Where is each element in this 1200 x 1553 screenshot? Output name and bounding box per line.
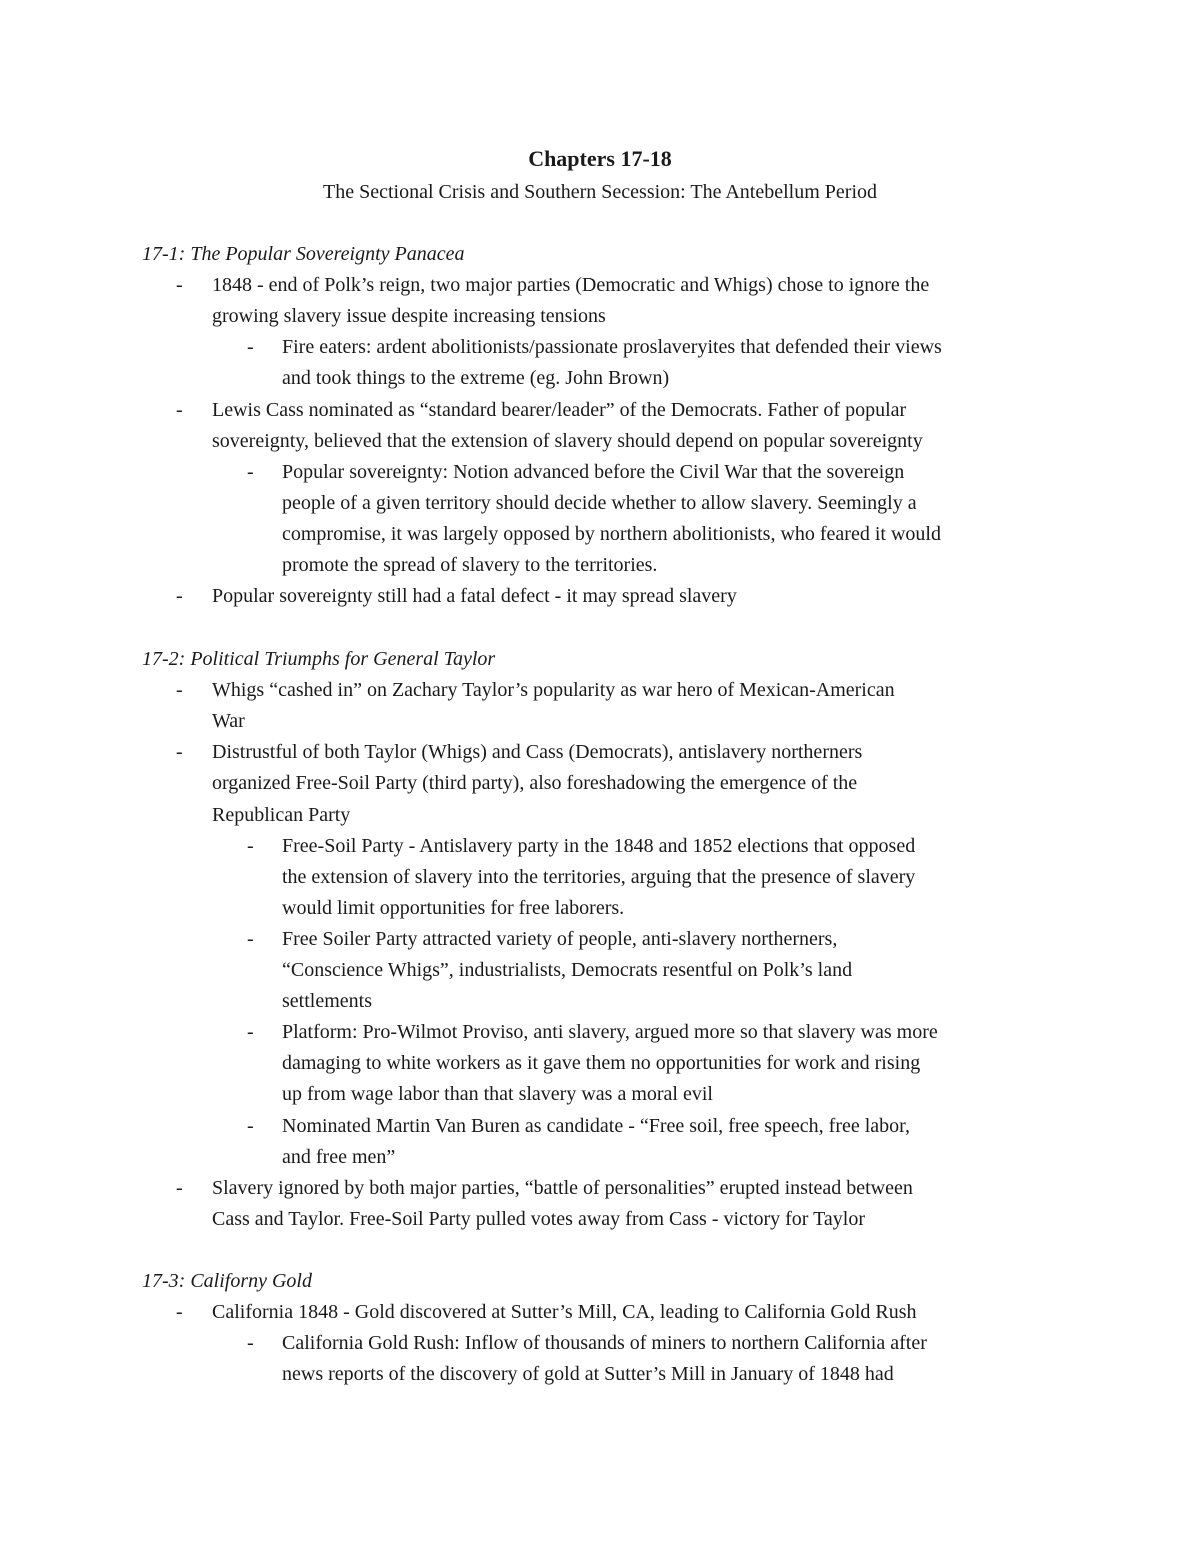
bullet-text-line: Cass and Taylor. Free-Soil Party pulled votes away from Cass - victory for Taylor — [212, 1207, 866, 1230]
page-subtitle: The Sectional Crisis and Southern Secession: The Antebellum Period — [323, 181, 877, 203]
bullet-text-line: sovereignty, believed that the extension of slavery should depend on popular sovereignty — [212, 429, 923, 452]
bullet-marker: - — [176, 1176, 183, 1199]
bullet-marker: - — [176, 398, 183, 421]
bullet-text-line: compromise, it was largely opposed by northern abolitionists, who feared it would — [282, 522, 941, 545]
section-heading: 17-2: Political Triumphs for General Taylor — [142, 648, 496, 670]
bullet-text-line: Slavery ignored by both major parties, “battle of personalities” erupted instead between — [212, 1176, 913, 1199]
bullet-marker: - — [247, 336, 254, 359]
section-heading: 17-3: Californy Gold — [142, 1270, 312, 1292]
section-heading: 17-1: The Popular Sovereignty Panacea — [142, 243, 465, 265]
bullet-marker: - — [247, 1021, 254, 1044]
bullet-marker: - — [176, 741, 183, 764]
bullet-marker: - — [176, 679, 183, 702]
bullet-text-line: Free-Soil Party - Antislavery party in the 1848 and 1852 elections that opposed — [282, 834, 916, 857]
bullet-text-line: settlements — [282, 990, 372, 1013]
bullet-marker: - — [247, 927, 254, 950]
bullet-text-line: 1848 - end of Polk’s reign, two major parties (Democratic and Whigs) chose to ignore the — [212, 274, 930, 297]
bullet-text-line: “Conscience Whigs”, industrialists, Democrats resentful on Polk’s land — [282, 959, 853, 981]
bullet-text-line: the extension of slavery into the territories, arguing that the presence of slavery — [282, 865, 916, 888]
bullet-text-line: organized Free-Soil Party (third party), also foreshadowing the emergence of the — [212, 772, 858, 795]
bullet-marker: - — [176, 274, 183, 297]
bullet-text-line: damaging to white workers as it gave them no opportunities for work and rising — [282, 1052, 921, 1075]
bullet-marker: - — [176, 1301, 183, 1324]
bullet-text-line: would limit opportunities for free laborers. — [282, 896, 625, 919]
bullet-text-line: growing slavery issue despite increasing tensions — [212, 305, 606, 328]
bullet-text-line: promote the spread of slavery to the territories. — [282, 554, 658, 576]
page-title: Chapters 17-18 — [528, 146, 672, 171]
bullet-text-line: California 1848 - Gold discovered at Sutter’s Mill, CA, leading to California Gold Rush — [212, 1301, 917, 1324]
bullet-marker: - — [247, 834, 254, 857]
bullet-text-line: Distrustful of both Taylor (Whigs) and Cass (Democrats), antislavery northerners — [212, 741, 863, 764]
bullet-text-line: Whigs “cashed in” on Zachary Taylor’s popularity as war hero of Mexican-American — [212, 679, 895, 702]
bullet-text-line: Republican Party — [212, 803, 351, 826]
bullet-text-line: and took things to the extreme (eg. John Brown) — [282, 367, 670, 390]
bullet-text-line: California Gold Rush: Inflow of thousands of miners to northern California after — [282, 1332, 927, 1355]
bullet-marker: - — [247, 460, 254, 483]
bullet-text-line: Free Soiler Party attracted variety of people, anti-slavery northerners, — [282, 927, 838, 950]
bullet-text-line: and free men” — [282, 1145, 396, 1168]
bullet-text-line: people of a given territory should decide whether to allow slavery. Seemingly a — [282, 491, 917, 514]
bullet-text-line: War — [212, 710, 245, 733]
bullet-marker: - — [176, 585, 183, 608]
bullet-text-line: Fire eaters: ardent abolitionists/passionate proslaveryites that defended their views — [282, 336, 942, 359]
bullet-text-line: Popular sovereignty still had a fatal defect - it may spread slavery — [212, 585, 737, 608]
bullet-text-line: up from wage labor than that slavery was a moral evil — [282, 1083, 713, 1106]
bullet-text-line: Popular sovereignty: Notion advanced before the Civil War that the sovereign — [282, 460, 905, 483]
bullet-text-line: Nominated Martin Van Buren as candidate - “Free soil, free speech, free labor, — [282, 1114, 911, 1137]
bullet-marker: - — [247, 1332, 254, 1355]
bullet-text-line: news reports of the discovery of gold at Sutter’s Mill in January of 1848 had — [282, 1363, 894, 1386]
bullet-marker: - — [247, 1114, 254, 1137]
bullet-text-line: Lewis Cass nominated as “standard bearer/leader” of the Democrats. Father of popular — [212, 398, 907, 421]
bullet-text-line: Platform: Pro-Wilmot Proviso, anti slavery, argued more so that slavery was more — [282, 1021, 938, 1044]
